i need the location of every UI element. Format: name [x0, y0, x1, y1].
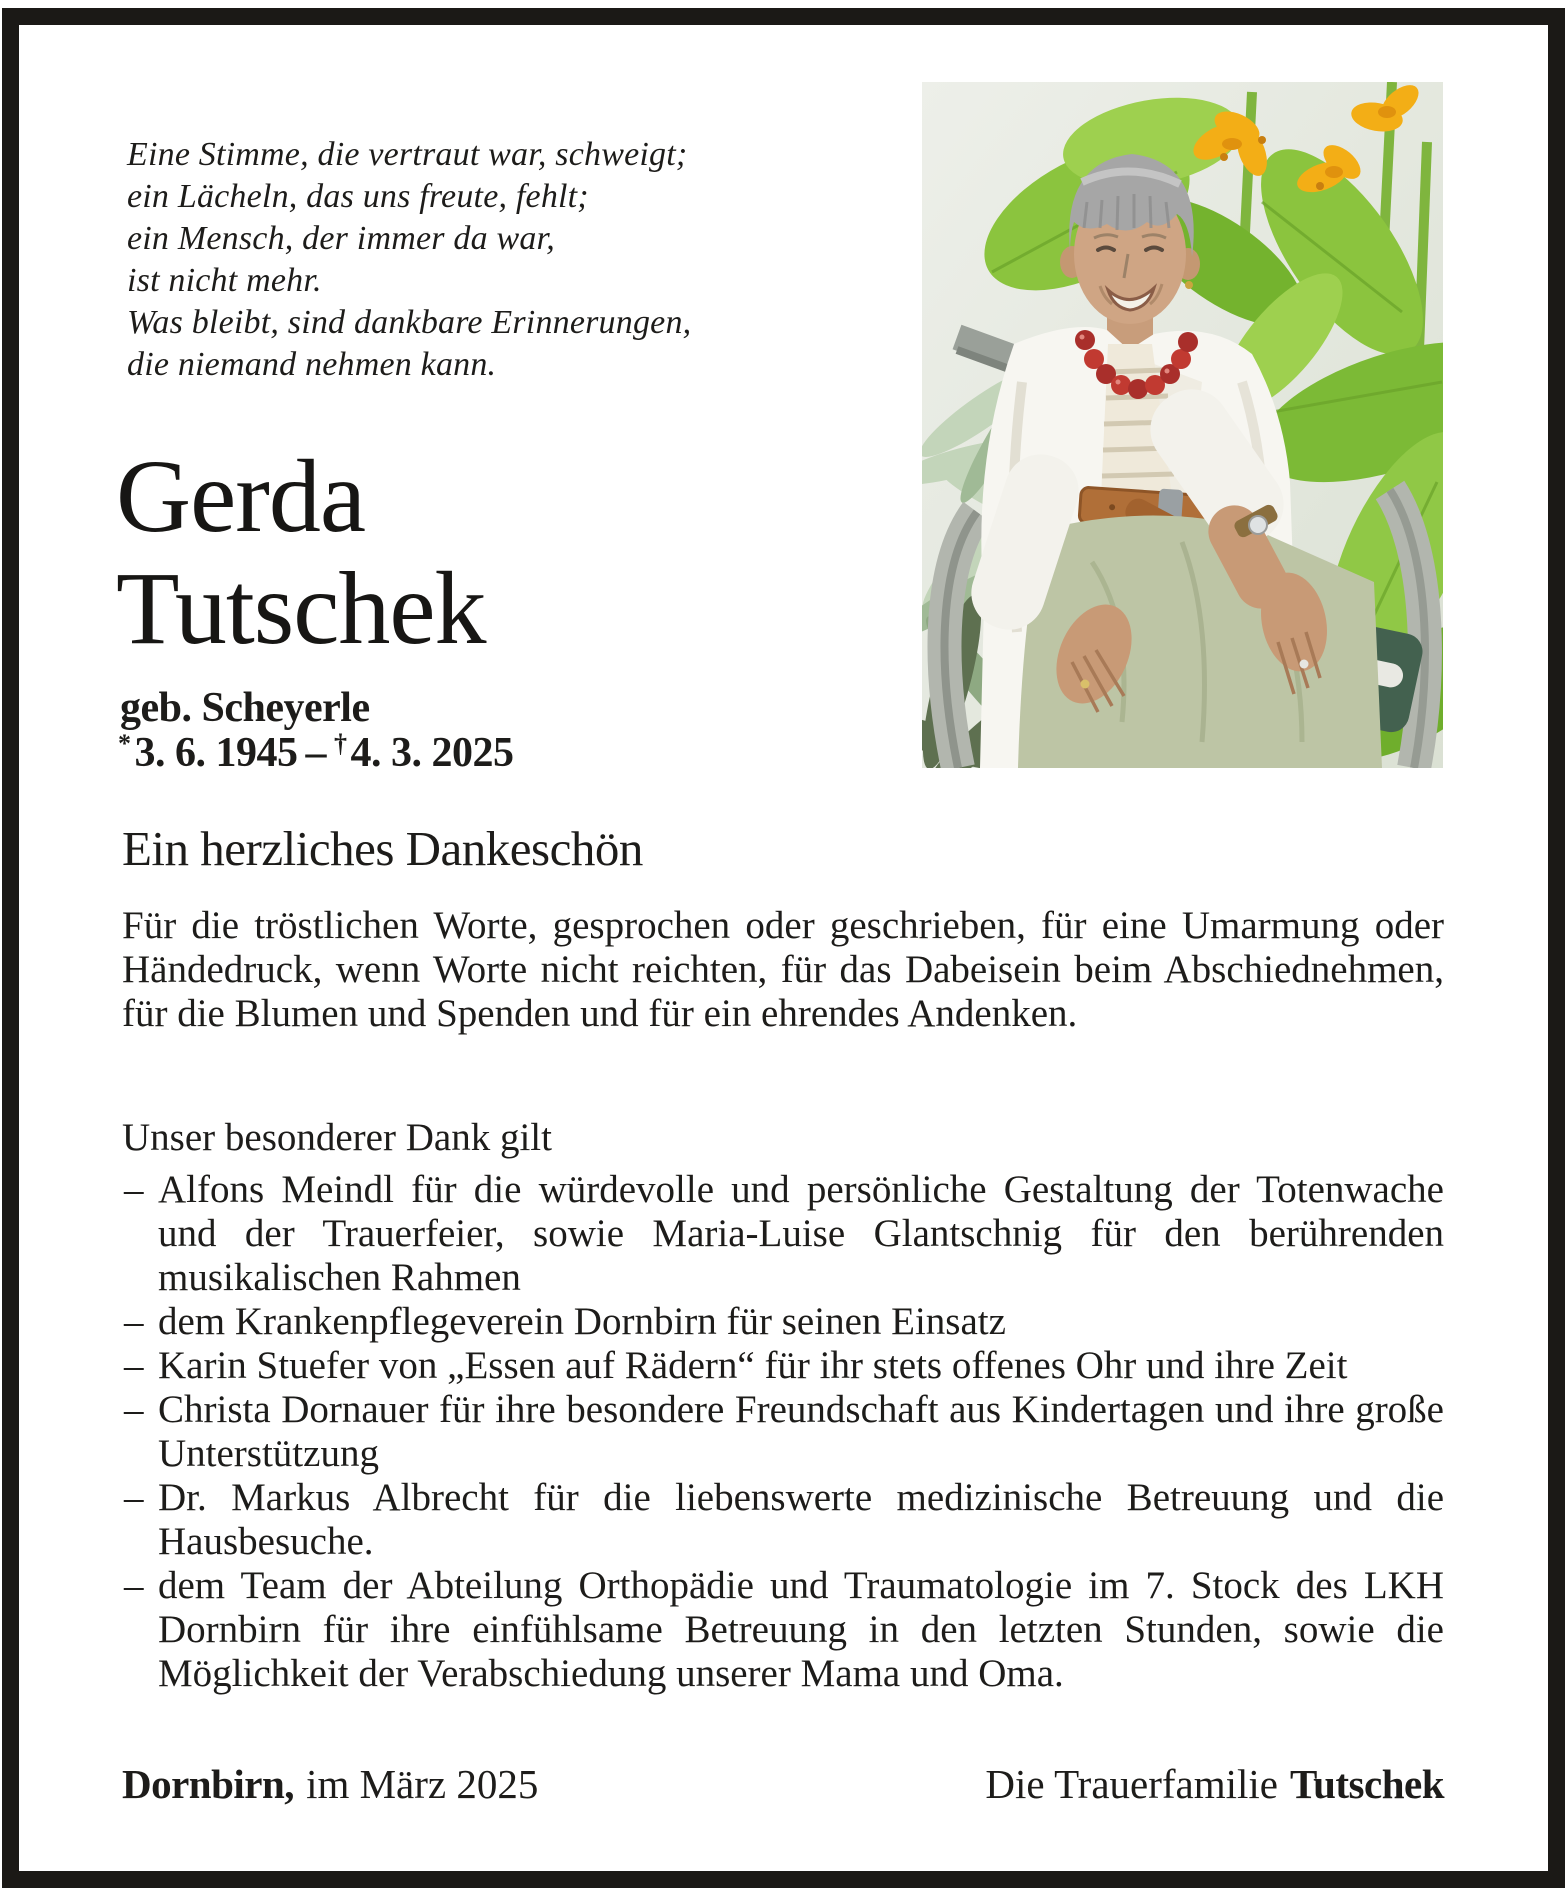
- portrait-photo: [922, 82, 1443, 768]
- memorial-poem: [127, 134, 691, 386]
- death-date: 4. 3. 2025: [350, 730, 514, 776]
- list-item-text: dem Team der Abteilung Orthopädie und Traumatologie im 7. Stock des LKH Dornbirn für ihre einfühlsame Betreuung in den letzten Stunden, sowie die Möglichkeit der Verabschiedung unserer Mama und Oma.: [158, 1564, 1444, 1695]
- list-item: [122, 1476, 1444, 1564]
- footer-date: im März 2025: [306, 1761, 539, 1807]
- dash-bullet: –: [124, 1344, 144, 1387]
- birth-star-icon: *: [118, 729, 131, 758]
- footer: [122, 1760, 1444, 1808]
- poem-line: die niemand nehmen kann.: [127, 346, 497, 383]
- list-item: [122, 1564, 1444, 1696]
- list-item-text: Alfons Meindl für die würdevolle und persönliche Gestaltung der Totenwache und der Trauerfeier, sowie Maria-Luise Glantschnig für den berührenden musikalischen Rahmen: [158, 1168, 1444, 1299]
- list-item: [122, 1344, 1444, 1388]
- footer-place: Dornbirn,: [122, 1761, 295, 1807]
- poem-line: Eine Stimme, die vertraut war, schweigt;: [127, 136, 688, 173]
- poem-line: ist nicht mehr.: [127, 262, 322, 299]
- dash-bullet: –: [124, 1388, 144, 1431]
- family-prefix: Die Trauerfamilie: [985, 1761, 1278, 1807]
- list-item-text: Christa Dornauer für ihre besondere Freundschaft aus Kindertagen und ihre große Unterstützung: [158, 1388, 1444, 1475]
- list-item-text: Dr. Markus Albrecht für die liebenswerte medizinische Betreuung und die Hausbesuche.: [158, 1476, 1444, 1563]
- deceased-first-name: Gerda: [116, 439, 366, 554]
- special-thanks-intro: Unser besonderer Dank gilt: [122, 1116, 552, 1159]
- deceased-name: [116, 441, 486, 665]
- special-thanks-list: [122, 1168, 1444, 1696]
- poem-line: Was bleibt, sind dankbare Erinnerungen,: [127, 304, 692, 341]
- life-dates: [118, 729, 514, 777]
- poem-line: ein Lächeln, das uns freute, fehlt;: [127, 178, 589, 215]
- dash-bullet: –: [124, 1476, 144, 1519]
- dash-bullet: –: [124, 1300, 144, 1343]
- footer-family: [985, 1760, 1444, 1808]
- family-name: Tutschek: [1290, 1761, 1444, 1807]
- list-item-text: dem Krankenpflegeverein Dornbirn für seinen Einsatz: [158, 1300, 1006, 1343]
- thanks-paragraph: Für die tröstlichen Worte, gesprochen oder geschrieben, für eine Umarmung oder Händedruck, wenn Worte nicht reichten, für das Dabeisein beim Abschiednehmen, für die Blumen und Spenden und für ein ehrendes Andenken.: [122, 904, 1444, 1035]
- list-item-text: Karin Stuefer von „Essen auf Rädern“ für ihr stets offenes Ohr und ihre Zeit: [158, 1344, 1348, 1387]
- dates-separator: –: [305, 730, 326, 776]
- birth-date: 3. 6. 1945: [134, 730, 298, 776]
- birth-name: geb. Scheyerle: [120, 685, 370, 731]
- death-dagger-icon: †: [334, 729, 347, 758]
- list-item: [122, 1388, 1444, 1476]
- deceased-last-name: Tutschek: [116, 551, 486, 666]
- list-item: [122, 1300, 1444, 1344]
- dash-bullet: –: [124, 1564, 144, 1607]
- dash-bullet: –: [124, 1168, 144, 1211]
- portrait-illustration: [922, 82, 1443, 768]
- thanks-heading: Ein herzliches Dankeschön: [122, 821, 643, 876]
- poem-line: ein Mensch, der immer da war,: [127, 220, 555, 257]
- list-item: [122, 1168, 1444, 1300]
- footer-place-date: [122, 1760, 538, 1808]
